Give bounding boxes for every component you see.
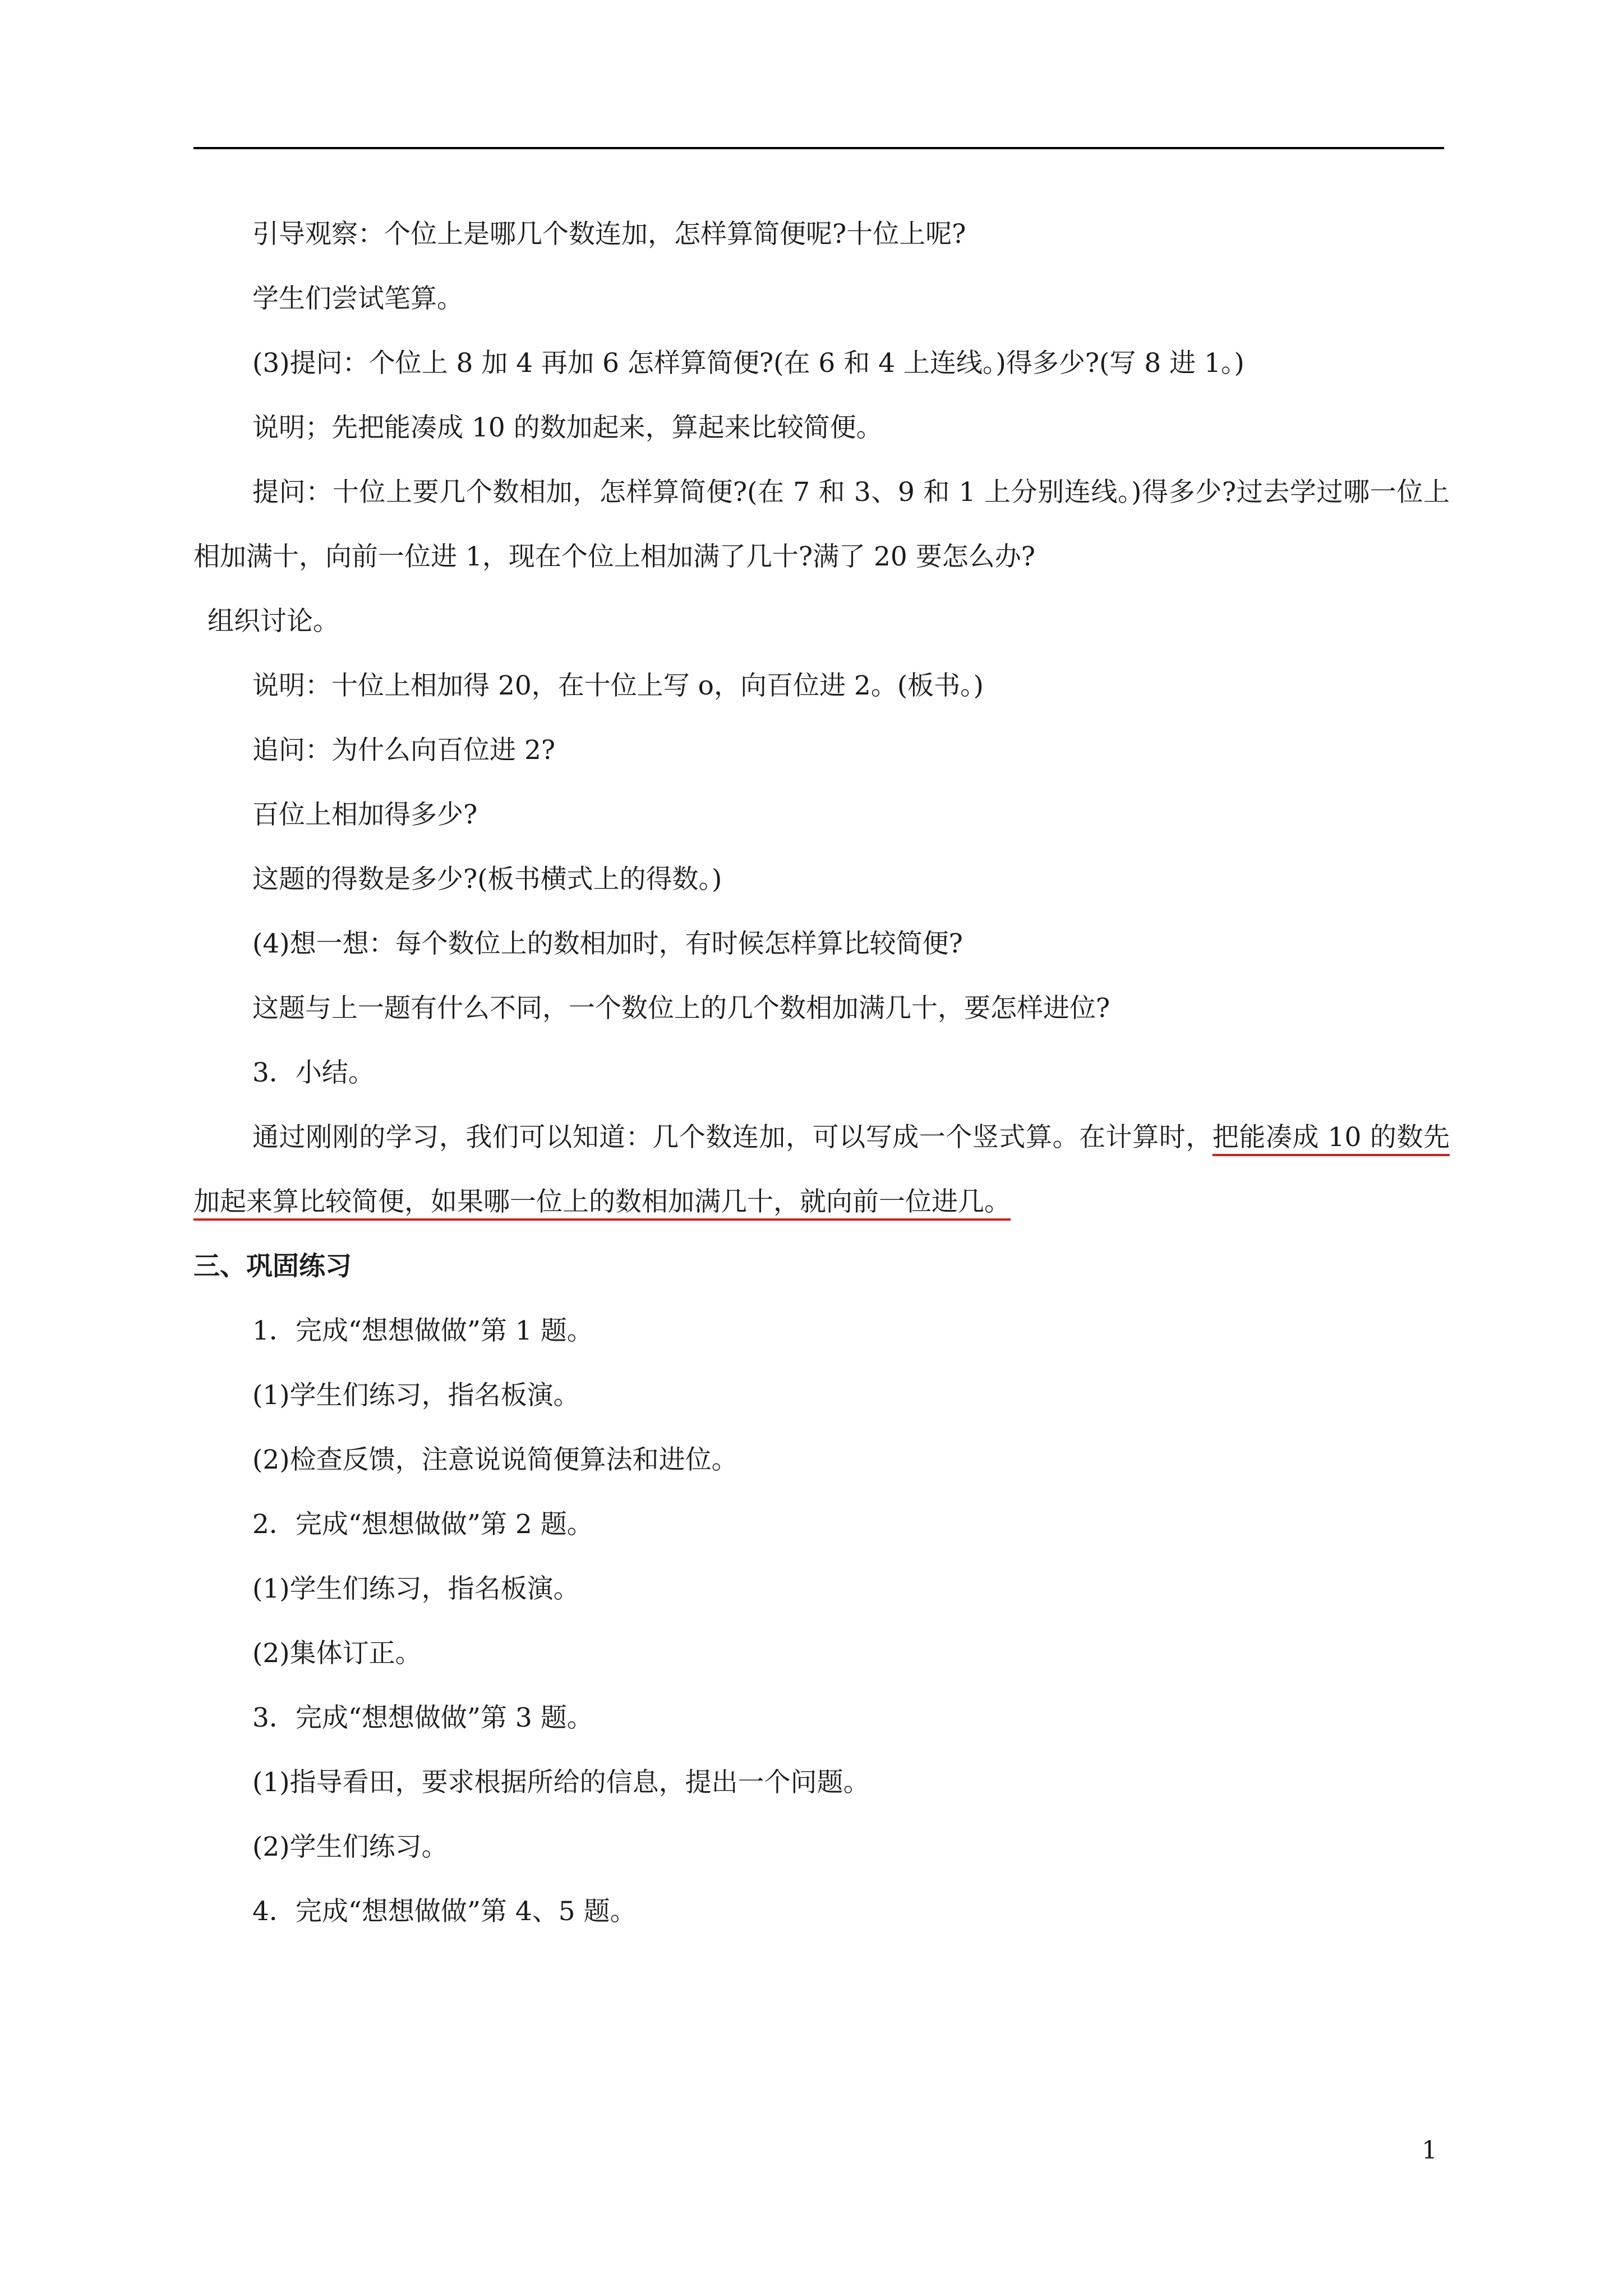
paragraph-question-tens: 提问：十位上要几个数相加，怎样算简便?(在 7 和 3、9 和 1 上分别连线。)得多少?过去学过哪一位上相加满十，向前一位进 1，现在个位上相加满了几十?满了 20 要怎么办? bbox=[193, 477, 1450, 572]
document-body bbox=[193, 202, 1450, 1944]
section-heading-practice: 三、巩固练习 bbox=[193, 1251, 352, 1282]
summary-text: 通过刚刚的学习，我们可以知道：几个数连加，可以写成一个竖式算。在计算时， bbox=[252, 1122, 1212, 1153]
exercise-item: (2)集体订正。 bbox=[252, 1638, 422, 1669]
exercise-item: (1)指导看田，要求根据所给的信息，提出一个问题。 bbox=[252, 1767, 870, 1798]
header-rule bbox=[193, 147, 1444, 149]
exercise-item: (1)学生们练习，指名板演。 bbox=[252, 1573, 580, 1604]
paragraph-question-3: (3)提问：个位上 8 加 4 再加 6 怎样算简便?(在 6 和 4 上连线。)得多少?(写 8 进 1。) bbox=[252, 348, 1244, 379]
exercise-item: 2．完成“想想做做”第 2 题。 bbox=[252, 1509, 593, 1540]
paragraph-discussion: 组织讨论。 bbox=[208, 606, 339, 637]
exercise-item: 4．完成“想想做做”第 4、5 题。 bbox=[252, 1896, 637, 1927]
paragraph-hundreds: 百位上相加得多少? bbox=[252, 799, 478, 830]
exercise-item: (2)学生们练习。 bbox=[252, 1832, 448, 1862]
exercise-item: (1)学生们练习，指名板演。 bbox=[252, 1380, 580, 1411]
exercise-item: 3．完成“想想做做”第 3 题。 bbox=[252, 1703, 593, 1733]
paragraph-think: (4)想一想：每个数位上的数相加时，有时候怎样算比较简便? bbox=[252, 928, 963, 959]
paragraph-follow-up: 追问：为什么向百位进 2? bbox=[252, 735, 556, 766]
paragraph-guide-observe: 引导观察：个位上是哪几个数连加，怎样算简便呢?十位上呢? bbox=[252, 219, 966, 250]
paragraph-summary bbox=[193, 1105, 1450, 1234]
paragraph-explain-1: 说明；先把能凑成 10 的数加起来，算起来比较简便。 bbox=[252, 412, 883, 443]
paragraph-summary-heading: 3．小结。 bbox=[252, 1057, 375, 1088]
paragraph-explain-2: 说明：十位上相加得 20，在十位上写 o，向百位进 2。(板书。) bbox=[252, 670, 984, 701]
paragraph-result: 这题的得数是多少?(板书横式上的得数。) bbox=[252, 864, 722, 895]
summary-underlined-text: 把能凑成 10 的数先加起来算比较简便，如果哪一位上的数相加满几十，就向前一位进几。 bbox=[193, 1122, 1450, 1217]
page-number: 1 bbox=[1422, 2136, 1437, 2165]
paragraph-compare: 这题与上一题有什么不同，一个数位上的几个数相加满几十，要怎样进位? bbox=[252, 993, 1110, 1024]
exercise-item: 1．完成“想想做做”第 1 题。 bbox=[252, 1315, 593, 1346]
exercise-item: (2)检查反馈，注意说说简便算法和进位。 bbox=[252, 1444, 738, 1475]
paragraph-students-try: 学生们尝试笔算。 bbox=[252, 283, 463, 314]
